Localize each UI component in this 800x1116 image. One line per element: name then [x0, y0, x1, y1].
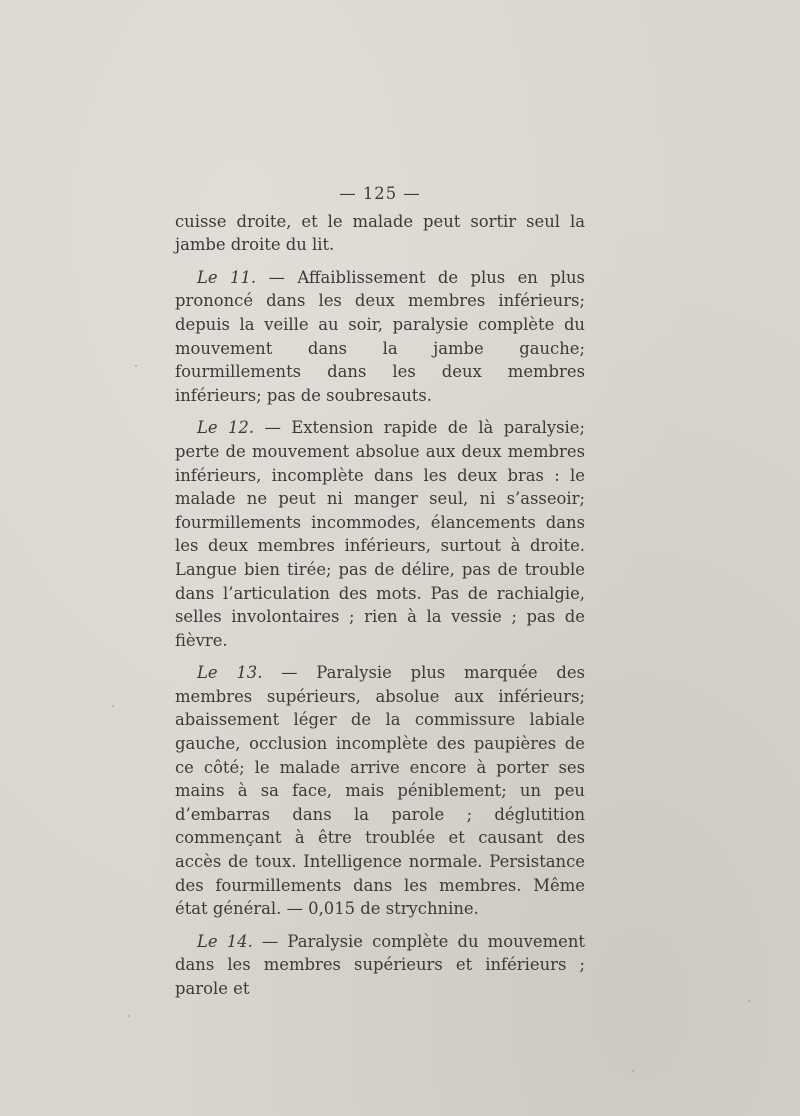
paragraph-continuation [175, 210, 585, 257]
paper-speck [632, 1070, 634, 1072]
paragraph-text: — Extension rapide de là paralysie; perte de mouvement absolue aux deux membres inférieurs, incomplète dans les deux bras : le malade ne peut ni manger seul, ni s’asseoir; fourmillements incommodes, élancements dans les deux membres inférieurs, surtout à droite. Langue bien tirée; pas de délire, pas de trouble dans l’articulation des mots. Pas de rachialgie, selles involontaires ; rien à la vessie ; pas de fièvre. [175, 418, 585, 650]
paragraph-day-12 [175, 416, 585, 652]
page-number: — 125 — [339, 184, 421, 203]
paper-speck [748, 1000, 750, 1002]
text-column [175, 182, 585, 1010]
day-label: Le 11. [197, 267, 257, 287]
paragraph-text: — Affaiblissement de plus en plus prononcé dans les deux membres inférieurs; depuis la veille au soir, paralysie complète du mouvement dans la jambe gauche; fourmillements dans les deux membres inférieurs; pas de soubresauts. [175, 267, 585, 405]
paragraph-day-13 [175, 661, 585, 921]
paper-speck [128, 1015, 130, 1017]
day-label: Le 14. [197, 931, 253, 951]
paragraph-text: cuisse droite, et le malade peut sortir seul la jambe droite du lit. [175, 211, 585, 255]
paper-speck [135, 365, 137, 367]
paragraph-day-14 [175, 930, 585, 1001]
paragraph-text: — Paralysie complète du mouvement dans les membres supérieurs et inférieurs ; parole et [175, 931, 585, 998]
day-label: Le 13. [197, 663, 263, 683]
day-label: Le 12. [197, 418, 255, 438]
paper-speck [112, 705, 114, 707]
paragraph-text: — Paralysie plus marquée des membres supérieurs, absolue aux inférieurs; abaissement léger de la commissure labiale gauche, occlusion incomplète des paupières de ce côté; le malade arrive encore à porter ses mains à sa face, mais péniblement; un peu d’embarras dans la parole ; déglutition commençant à être troublée et causant des accès de toux. Intelligence normale. Persistance des fourmillements dans les membres. Même état général. — 0,015 de strychnine. [175, 663, 585, 919]
paragraph-day-11 [175, 266, 585, 408]
